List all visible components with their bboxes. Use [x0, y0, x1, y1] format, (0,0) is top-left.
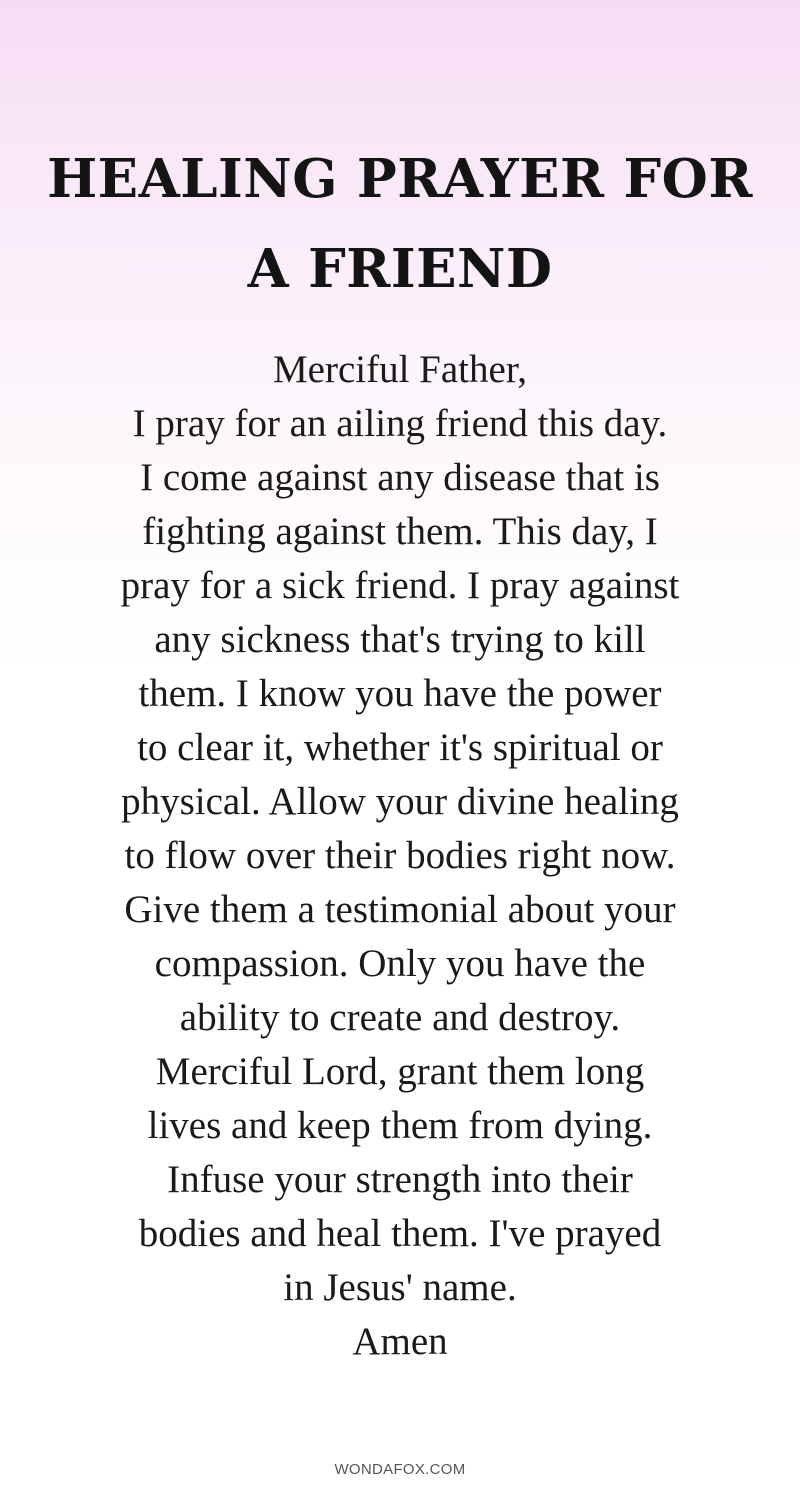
prayer-line: physical. Allow your divine healing — [121, 780, 679, 823]
prayer-line: lives and keep them from dying. — [147, 1104, 653, 1147]
prayer-line: in Jesus' name. — [283, 1266, 517, 1309]
prayer-line: Infuse your strength into their — [167, 1158, 633, 1201]
prayer-line: bodies and heal them. I've prayed — [138, 1212, 662, 1255]
site-watermark: WONDAFOX.COM — [334, 1461, 466, 1478]
prayer-line: I come against any disease that is — [140, 456, 660, 499]
prayer-closing: Amen — [352, 1320, 448, 1363]
page-title — [20, 134, 780, 314]
prayer-line: fighting against them. This day, I — [142, 510, 658, 553]
prayer-line: Give them a testimonial about your — [124, 888, 676, 931]
prayer-line: to clear it, whether it's spiritual or — [137, 726, 663, 769]
prayer-line: ability to create and destroy. — [179, 996, 621, 1039]
prayer-line: to flow over their bodies right now. — [124, 834, 676, 877]
prayer-body — [20, 343, 780, 1369]
title-line-2: A FRIEND — [247, 238, 553, 300]
prayer-line: compassion. Only you have the — [154, 942, 646, 985]
prayer-line: Merciful Father, — [272, 348, 527, 391]
prayer-line: them. I know you have the power — [138, 672, 662, 715]
prayer-line: pray for a sick friend. I pray against — [120, 564, 680, 607]
prayer-line: any sickness that's trying to kill — [154, 618, 646, 661]
title-line-1: HEALING PRAYER FOR — [47, 148, 753, 210]
prayer-line: I pray for an ailing friend this day. — [132, 402, 668, 445]
prayer-line: Merciful Lord, grant them long — [155, 1050, 645, 1093]
